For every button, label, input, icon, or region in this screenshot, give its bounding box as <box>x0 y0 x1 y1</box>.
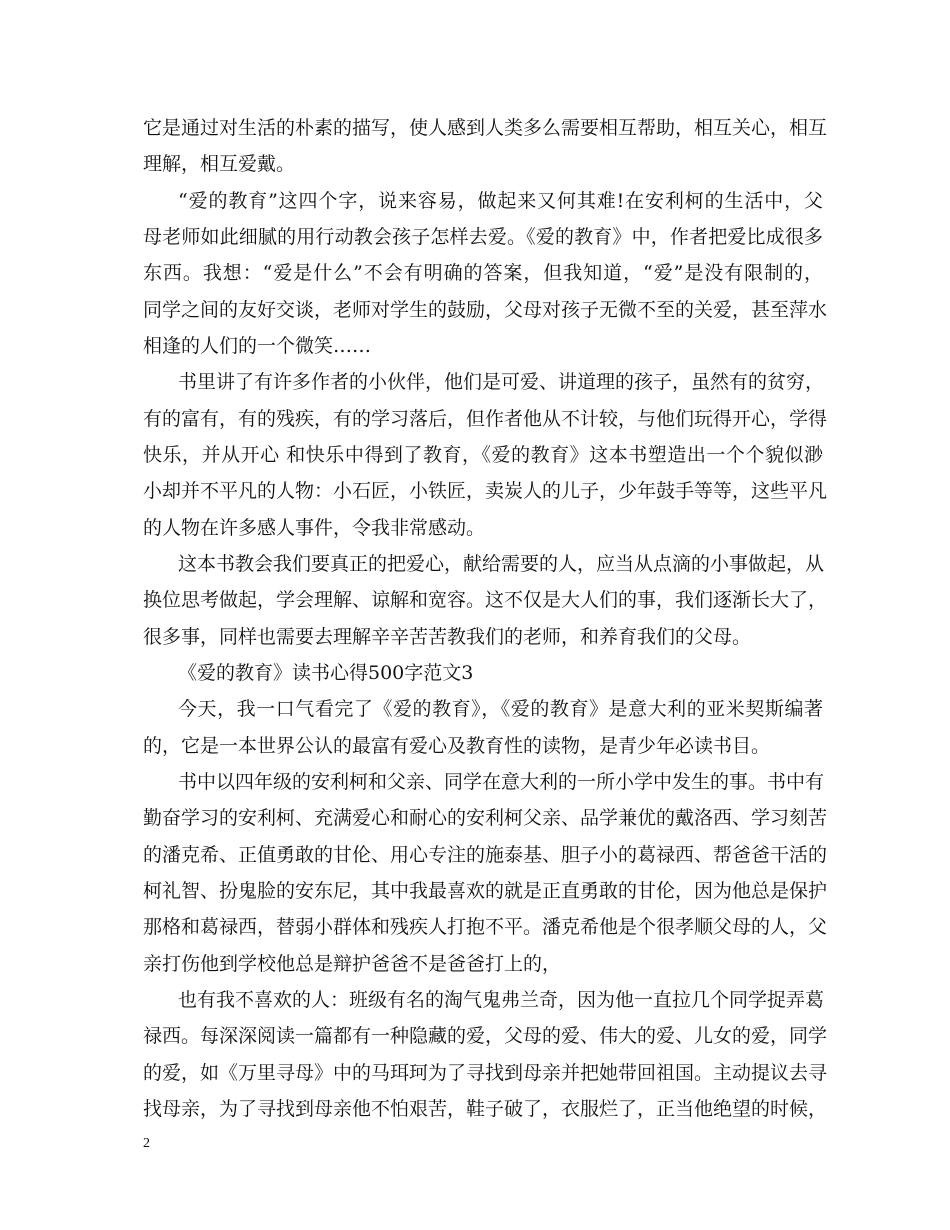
text-line: 柯礼智、扮鬼脸的安东尼，其中我最喜欢的就是正直勇敢的甘伦，因为他总是保护 <box>143 880 828 902</box>
text-line: 勤奋学习的安利柯、充满爱心和耐心的安利柯父亲、品学兼优的戴洛西、学习刻苦 <box>143 807 828 829</box>
text-line: 书中以四年级的安利柯和父亲、同学在意大利的一所小学中发生的事。书中有 <box>178 771 825 793</box>
text-line: 它是通过对生活的朴素的描写，使人感到人类多么需要相互帮助，相互关心，相互 <box>143 117 828 139</box>
text-line: 相逢的人们的一个微笑…… <box>143 335 372 357</box>
text-line: 那格和葛禄西，替弱小群体和残疾人打抱不平。潘克希他是个很孝顺父母的人，父 <box>143 916 828 938</box>
text-line: 快乐，并从开心 和快乐中得到了教育，《爱的教育》这本书塑造出一个个貌似渺 <box>143 444 823 466</box>
section-heading: 《爱的教育》读书心得500字范文3 <box>178 662 474 684</box>
text-line: 有的富有，有的残疾，有的学习落后，但作者他从不计较，与他们玩得开心，学得 <box>143 408 828 430</box>
text-line: 的潘克希、正值勇敢的甘伦、用心专注的施泰基、胆子小的葛禄西、帮爸爸干活的 <box>143 844 828 866</box>
text-line: 禄西。每深深阅读一篇都有一种隐藏的爱，父母的爱、伟大的爱、儿女的爱，同学 <box>143 1025 828 1047</box>
text-line: 的，它是一本世界公认的最富有爱心及教育性的读物，是青少年必读书目。 <box>143 735 771 757</box>
text-line: 理解，相互爱戴。 <box>143 153 296 175</box>
text-line: 亲打伤他到学校他总是辩护爸爸不是爸爸打上的， <box>143 953 562 975</box>
text-line: “爱的教育”这四个字，说来容易，做起来又何其难!在安利柯的生活中，父 <box>178 190 823 212</box>
text-line: 很多事，同样也需要去理解辛辛苦苦教我们的老师，和养育我们的父母。 <box>143 626 752 648</box>
text-line: 这本书教会我们要真正的把爱心，献给需要的人，应当从点滴的小事做起，从 <box>178 553 825 575</box>
text-line: 同学之间的友好交谈，老师对学生的鼓励，父母对孩子无微不至的关爱，甚至萍水 <box>143 299 828 321</box>
text-line: 换位思考做起，学会理解、谅解和宽容。这不仅是大人们的事，我们逐渐长大了， <box>143 589 828 611</box>
text-line: 小却并不平凡的人物：小石匠，小铁匠，卖炭人的儿子，少年鼓手等等，这些平凡 <box>143 480 828 502</box>
text-line: 今天，我一口气看完了《爱的教育》，《爱的教育》是意大利的亚米契斯编著 <box>178 698 823 720</box>
text-line: 书里讲了有许多作者的小伙伴，他们是可爱、讲道理的孩子，虽然有的贫穷， <box>178 371 825 393</box>
page-number: 2 <box>143 1136 150 1151</box>
text-line: 母老师如此细腻的用行动教会孩子怎样去爱。《爱的教育》中，作者把爱比成很多 <box>143 226 823 248</box>
text-line: 的爱，如《万里寻母》中的马珥珂为了寻找到母亲并把她带回祖国。主动提议去寻 <box>143 1062 828 1084</box>
text-line: 也有我不喜欢的人：班级有名的淘气鬼弗兰奇，因为他一直拉几个同学捉弄葛 <box>178 989 825 1011</box>
text-line: 东西。我想：“爱是什么”不会有明确的答案，但我知道，“爱”是没有限制的， <box>143 262 823 284</box>
text-line: 找母亲，为了寻找到母亲他不怕艰苦，鞋子破了，衣服烂了，正当他绝望的时候， <box>143 1098 828 1120</box>
text-line: 的人物在许多感人事件，令我非常感动。 <box>143 517 486 539</box>
